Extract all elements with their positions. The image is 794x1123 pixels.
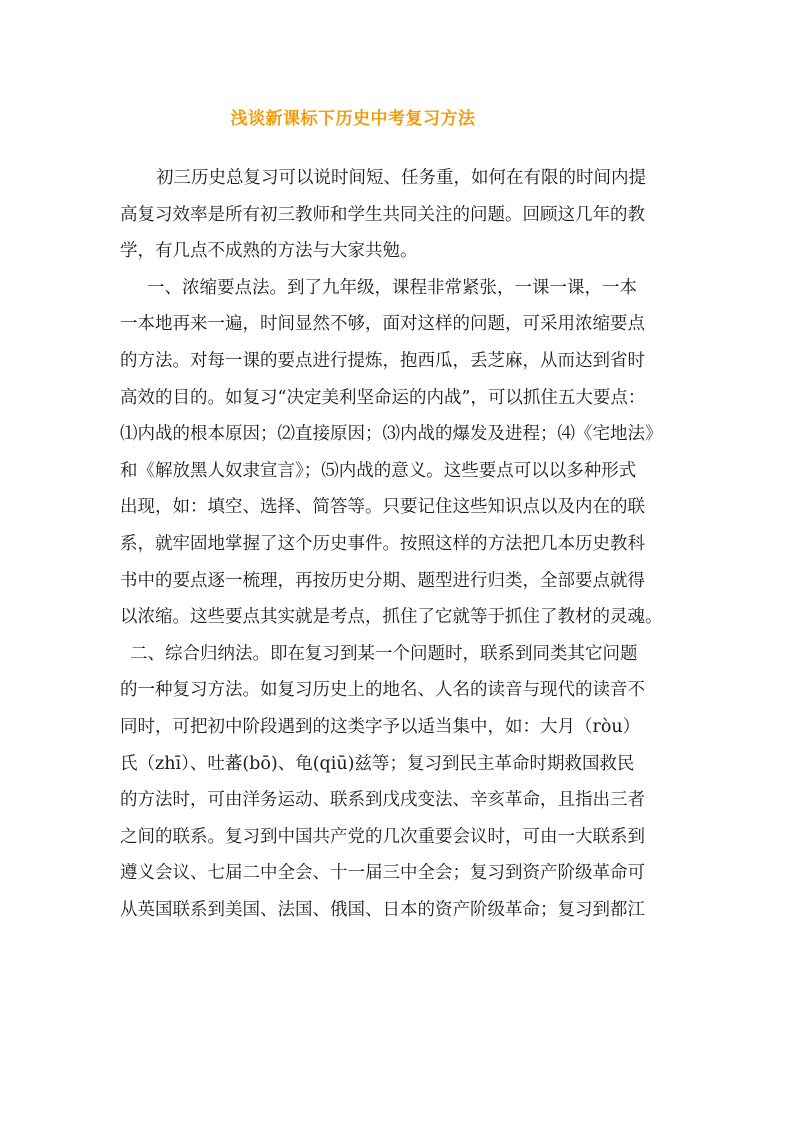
paragraph-line: 的方法。对每一课的要点进行提炼，抱西瓜，丢芝麻，从而达到省时 bbox=[120, 350, 645, 371]
paragraph-line: 系，就牢固地掌握了这个历史事件。按照这样的方法把几本历史教科 bbox=[120, 533, 645, 554]
paragraph-line: 一本地再来一遍，时间显然不够，面对这样的问题，可采用浓缩要点 bbox=[120, 314, 645, 335]
paragraph-line: 的一种复习方法。如复习历史上的地名、人名的读音与现代的读音不 bbox=[120, 680, 645, 701]
paragraph-line: 一、浓缩要点法。到了九年级，课程非常紧张，一课一课，一本 bbox=[147, 277, 637, 298]
paragraph-line: 之间的联系。复习到中国共产党的几次重要会议时，可由一大联系到 bbox=[120, 826, 645, 847]
paragraph-line: 同时，可把初中阶段遇到的这类字予以适当集中，如：大月（ròu） bbox=[120, 716, 641, 737]
paragraph-line: 二、综合归纳法。即在复习到某一个问题时，联系到同类其它问题 bbox=[130, 643, 638, 664]
paragraph-line: 的方法时，可由洋务运动、联系到戊戌变法、辛亥革命，且指出三者 bbox=[120, 790, 645, 811]
paragraph-line: 学，有几点不成熟的方法与大家共勉。 bbox=[120, 241, 418, 262]
paragraph-line: 以浓缩。这些要点其实就是考点，抓住了它就等于抓住了教材的灵魂。 bbox=[120, 607, 663, 628]
paragraph-line: ⑴内战的根本原因；⑵直接原因；⑶内战的爆发及进程；⑷《宅地法》 bbox=[120, 424, 663, 445]
paragraph-line: 和《解放黑人奴隶宣言》；⑸内战的意义。这些要点可以以多种形式 bbox=[120, 460, 637, 481]
paragraph-line: 高复习效率是所有初三教师和学生共同关注的问题。回顾这几年的教 bbox=[120, 204, 645, 225]
paragraph-line: 高效的目的。如复习“决定美利坚命运的内战”，可以抓住五大要点： bbox=[120, 387, 646, 408]
paragraph-line: 初三历史总复习可以说时间短、任务重，如何在有限的时间内提 bbox=[156, 168, 646, 188]
paragraph-line: 氏（zhī）、吐蕃(bō)、龟(qiū)兹等；复习到民主革命时期救国救民 bbox=[120, 753, 635, 774]
paragraph-line: 遵义会议、七届二中全会、十一届三中全会；复习到资产阶级革命可 bbox=[120, 863, 645, 884]
paragraph-line: 从英国联系到美国、法国、俄国、日本的资产阶级革命；复习到都江 bbox=[120, 899, 645, 920]
document-title: 浅谈新课标下历史中考复习方法 bbox=[230, 109, 476, 129]
document-body bbox=[120, 160, 680, 928]
paragraph-line: 出现，如：填空、选择、简答等。只要记住这些知识点以及内在的联 bbox=[120, 497, 645, 518]
paragraph-line: 书中的要点逐一梳理，再按历史分期、题型进行归类，全部要点就得 bbox=[120, 570, 645, 591]
